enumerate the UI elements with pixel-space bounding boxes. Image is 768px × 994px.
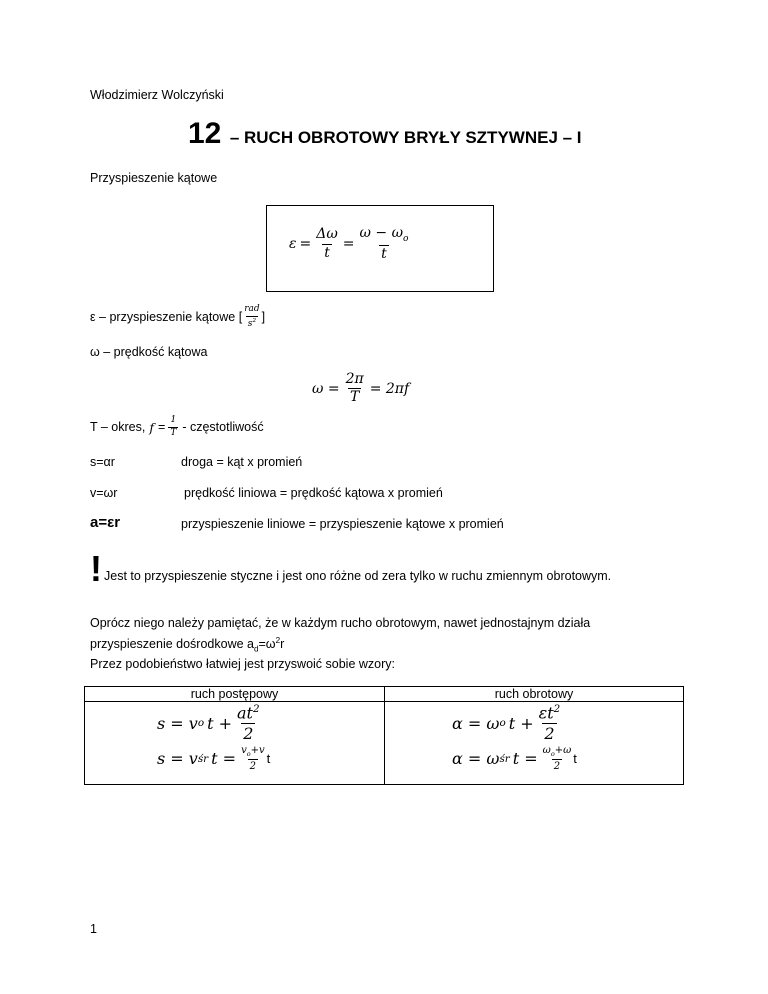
fraction-two-pi-over-t	[344, 372, 366, 406]
paragraph-line: Oprócz niego należy pamiętać, że w każdym rucho obrotowym, nawet jednostajnym działa	[90, 616, 591, 630]
formula-box	[266, 205, 494, 292]
relation-description: prędkość liniowa = prędkość kątowa x promień	[184, 486, 443, 500]
note	[90, 548, 612, 589]
analogy-intro: Przez podobieństwo łatwiej jest przyswoić sobie wzory:	[90, 657, 395, 671]
period-prefix: T – okres,	[90, 420, 146, 435]
page-number: 1	[90, 922, 97, 936]
relation-row	[90, 514, 120, 531]
fraction-denominator: 2	[544, 723, 555, 743]
fraction-delta-omega	[314, 227, 340, 261]
author: Włodzimierz Wolczyński	[90, 88, 224, 102]
linear-distance-formula: s = v o t + $\frac{at^2}{2}$	[157, 703, 260, 743]
fraction-omega-average	[541, 745, 574, 772]
unit-numerator: rad	[244, 304, 260, 314]
fraction-velocity-average	[239, 745, 267, 772]
section-heading: Przyspieszenie kątowe	[90, 171, 218, 185]
paragraph-line: przyspieszenie dośrodkowe $a_d=\omega^2r$	[90, 636, 285, 654]
header-rotational-motion: ruch obrotowy	[494, 687, 574, 701]
equals-sign: =	[299, 236, 312, 253]
omega-rhs: = 2πf	[369, 380, 410, 397]
rotational-angle-formula: α = ω o t + $\frac{\varepsilon t^2}{2}$	[452, 703, 561, 743]
equals-sign: =	[158, 420, 166, 435]
frequency-symbol: f	[149, 419, 154, 435]
epsilon-definition	[90, 305, 265, 330]
relation-row	[90, 486, 117, 500]
title-number: 12	[188, 117, 222, 150]
fraction-denominator: T	[170, 427, 177, 438]
fraction-denominator: 2	[553, 761, 561, 773]
period-suffix: - częstotliwość	[182, 420, 264, 435]
epsilon-definition-text: ε – przyspieszenie kątowe [	[90, 310, 243, 325]
page-title	[188, 117, 582, 151]
relation-description: przyspieszenie liniowe = przyspieszenie kątowe x promień	[181, 517, 504, 531]
paragraph	[90, 614, 590, 659]
fraction-one-over-t	[168, 416, 178, 439]
fraction-numerator: Δω	[316, 226, 338, 243]
fraction-omega-difference	[358, 226, 411, 262]
fraction-at2-over-2	[235, 704, 262, 743]
fraction-numerator: $\omega_o+\omega$	[542, 745, 572, 758]
fraction-denominator: 2	[249, 761, 257, 773]
relation-formula: v=ωr	[90, 486, 118, 500]
linear-average-velocity-formula: s = v śr t = $\frac{v_o+v}{2}$ t	[157, 745, 271, 773]
relation-row	[90, 455, 115, 469]
period-definition	[90, 416, 264, 439]
unit-fraction	[242, 305, 261, 330]
epsilon-symbol: ε	[289, 236, 297, 253]
fraction-et2-over-2	[537, 704, 563, 743]
bracket-close: ]	[261, 310, 266, 325]
title-text: – RUCH OBROTOWY BRYŁY SZTYWNEJ – I	[229, 128, 582, 147]
omega-formula	[312, 372, 409, 406]
fraction-numerator: $v_o+v$	[241, 745, 265, 758]
fraction-denominator: t	[381, 245, 387, 262]
fraction-numerator: 2π	[345, 371, 364, 387]
unit-denominator: $s^2$	[247, 317, 257, 329]
fraction-numerator: 1	[170, 415, 177, 425]
header-divider	[85, 701, 683, 702]
note-text: Jest to przyspieszenie styczne i jest ono różne od zera tylko w ruchu zmiennym obrotowym.	[104, 569, 612, 583]
rotational-average-velocity-formula: α = ω śr t = $\frac{\omega_o+\omega}{2}$ t	[452, 745, 577, 773]
fraction-numerator: $at^2$	[237, 703, 260, 723]
relation-formula: s=αr	[90, 455, 115, 469]
fraction-denominator: 2	[243, 723, 254, 743]
relation-description: droga = kąt x promień	[181, 455, 303, 469]
omega-definition: ω – prędkość kątowa	[90, 345, 208, 359]
fraction-numerator: $\omega - \omega_o$	[359, 225, 409, 244]
angular-acceleration-formula	[289, 226, 410, 262]
exclamation-icon: !	[90, 548, 102, 589]
header-linear-motion: ruch postępowy	[190, 687, 279, 701]
equals-sign: =	[342, 236, 355, 253]
fraction-denominator: t	[324, 244, 330, 261]
fraction-denominator: T	[349, 389, 360, 406]
relation-formula: a=εr	[90, 514, 121, 531]
comparison-table	[84, 686, 684, 785]
omega-lhs: ω =	[312, 380, 340, 397]
fraction-numerator: $\varepsilon t^2$	[538, 703, 561, 723]
